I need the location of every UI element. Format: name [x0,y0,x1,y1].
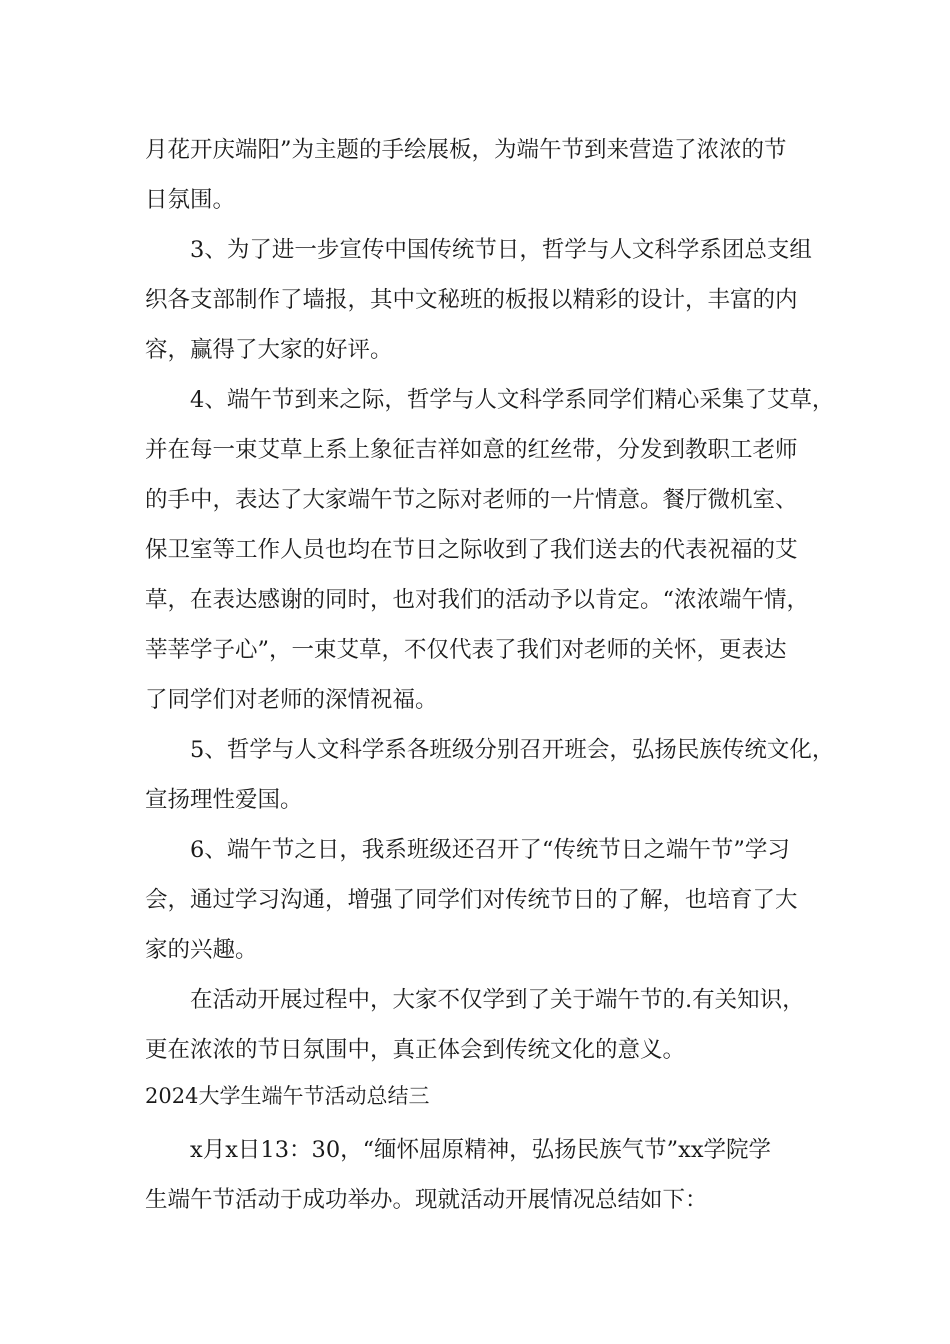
text-line: 更在浓浓的节日氛围中，真正体会到传统文化的意义。 [145,1037,686,1063]
text-line: 家的兴趣。 [145,937,258,963]
paragraph-3-start: 3、为了进一步宣传中国传统节日，哲学与人文科学系团总支组 [190,237,812,263]
text-line: 草，在表达感谢的同时，也对我们的活动予以肯定。“浓浓端午情， [145,587,810,613]
text-line: 织各支部制作了墙报，其中文秘班的板报以精彩的设计，丰富的内 [145,287,798,313]
text-line: 的手中，表达了大家端午节之际对老师的一片情意。餐厅微机室、 [145,487,798,513]
summary-paragraph-start: 在活动开展过程中，大家不仅学到了关于端午节的.有关知识， [190,987,805,1013]
text-line: 生端午节活动于成功举办。现就活动开展情况总结如下： [145,1187,708,1213]
paragraph-4-start: 4、端午节到来之际，哲学与人文科学系同学们精心采集了艾草， [190,387,835,413]
paragraph-5-start: 5、哲学与人文科学系各班级分别召开班会，弘扬民族传统文化， [190,737,835,763]
paragraph-6-start: 6、端午节之日，我系班级还召开了“传统节日之端午节”学习 [190,837,790,863]
section-paragraph-start: x月x日13：30，“缅怀屈原精神，弘扬民族气节”xx学院学 [190,1137,772,1163]
text-line: 并在每一束艾草上系上象征吉祥如意的红丝带，分发到教职工老师 [145,437,798,463]
text-line: 会，通过学习沟通，增强了同学们对传统节日的了解，也培育了大 [145,887,798,913]
section-heading: 2024大学生端午节活动总结三 [145,1084,430,1108]
text-line: 日氛围。 [145,187,236,213]
text-line: 月花开庆端阳”为主题的手绘展板，为端午节到来营造了浓浓的节 [145,137,787,163]
text-line: 莘莘学子心”，一束艾草，不仅代表了我们对老师的关怀，更表达 [145,637,787,663]
text-line: 容，赢得了大家的好评。 [145,337,393,363]
text-line: 宣扬理性爱国。 [145,787,303,813]
text-line: 保卫室等工作人员也均在节日之际收到了我们送去的代表祝福的艾 [145,537,798,563]
text-line: 了同学们对老师的深情祝福。 [145,687,438,713]
